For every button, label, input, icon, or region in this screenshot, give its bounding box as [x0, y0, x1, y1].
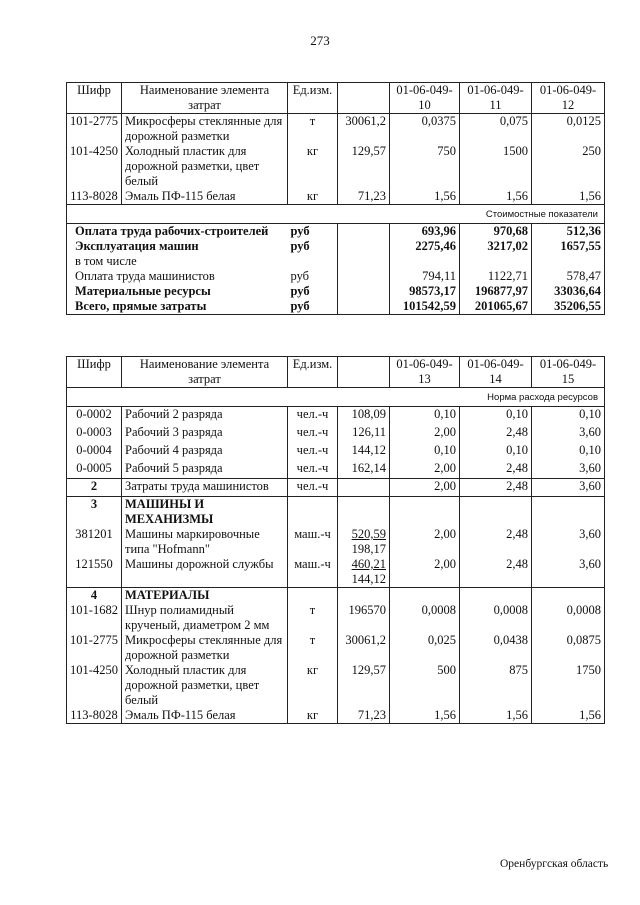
summary-v1: 101542,59 [390, 299, 460, 315]
cell-name: Микросферы стеклянные для дорожной разметки [122, 114, 288, 145]
cell-code: 2 [67, 479, 122, 497]
cell-v1: 2,00 [390, 425, 460, 443]
cell-unit: кг [288, 144, 338, 189]
cell-price: 30061,2 [338, 633, 390, 663]
header-unit: Ед.изм. [288, 357, 338, 388]
cell-unit: чел.-ч [288, 443, 338, 461]
section-label-row [67, 205, 605, 224]
header-col3: 01-06-049-15 [532, 357, 605, 388]
cell-v1: 750 [390, 144, 460, 189]
cell-name: Машины маркировочные типа "Hofmann" [122, 527, 288, 557]
cell-name: Затраты труда машинистов [122, 479, 288, 497]
cell-code: 101-1682 [67, 603, 122, 633]
cell-price [338, 527, 390, 557]
footer-region: Оренбургская область [500, 858, 609, 870]
cell-code: 0-0004 [67, 443, 122, 461]
cell-v1: 0,025 [390, 633, 460, 663]
summary-v3: 1657,55 [532, 239, 605, 254]
header-col1: 01-06-049-13 [390, 357, 460, 388]
summary-v3: 578,47 [532, 269, 605, 284]
cell-price [338, 557, 390, 588]
summary-unit: руб [288, 299, 338, 315]
cell-name: Микросферы стеклянные для дорожной разметки [122, 633, 288, 663]
header-code: Шифр [67, 357, 122, 388]
cell-price: 129,57 [338, 144, 390, 189]
table-row [67, 407, 605, 425]
summary-v1 [390, 254, 460, 269]
cost-table-2 [66, 356, 605, 724]
table-row [67, 443, 605, 461]
cell-v2: 2,48 [460, 527, 532, 557]
cell-v3: 0,0125 [532, 114, 605, 145]
cell-v3: 1750 [532, 663, 605, 708]
cell-v2: 1,56 [460, 708, 532, 724]
cell-code: 101-4250 [67, 144, 122, 189]
summary-v3: 35206,55 [532, 299, 605, 315]
cell-code: 101-2775 [67, 633, 122, 663]
price-top: 460,21 [351, 557, 386, 571]
summary-v2: 196877,97 [460, 284, 532, 299]
cell-unit: т [288, 114, 338, 145]
cell-price [338, 479, 390, 497]
summary-unit: руб [288, 269, 338, 284]
summary-v2: 970,68 [460, 224, 532, 240]
cell-unit: чел.-ч [288, 461, 338, 479]
cell-name: Рабочий 4 разряда [122, 443, 288, 461]
cell-v1: 1,56 [390, 708, 460, 724]
cell-v2: 0,0438 [460, 633, 532, 663]
cell-unit: кг [288, 189, 338, 205]
cell-price: 129,57 [338, 663, 390, 708]
cell-code: 101-2775 [67, 114, 122, 145]
section-code: 3 [67, 497, 122, 528]
cell-code: 121550 [67, 557, 122, 588]
summary-unit: руб [288, 224, 338, 240]
table-header-row [67, 83, 605, 114]
table-row [67, 114, 605, 145]
cell-v2: 1,56 [460, 189, 532, 205]
cell-price: 30061,2 [338, 114, 390, 145]
header-price [338, 357, 390, 388]
summary-unit: руб [288, 284, 338, 299]
summary-label: Материальные ресурсы [67, 284, 288, 299]
table-row [67, 425, 605, 443]
cell-code: 0-0003 [67, 425, 122, 443]
section-name: МАШИНЫ И МЕХАНИЗМЫ [122, 497, 288, 528]
summary-row [67, 284, 605, 299]
cell-v3: 3,60 [532, 479, 605, 497]
cell-v3: 3,60 [532, 527, 605, 557]
summary-label: Оплата труда рабочих-строителей [67, 224, 288, 240]
summary-label: Эксплуатация машин [67, 239, 288, 254]
table-row [67, 633, 605, 663]
summary-v3: 33036,64 [532, 284, 605, 299]
cell-v3: 0,0875 [532, 633, 605, 663]
summary-label: Оплата труда машинистов [67, 269, 288, 284]
cell-name: Машины дорожной службы [122, 557, 288, 588]
cell-name: Холодный пластик для дорожной разметки, цвет белый [122, 663, 288, 708]
summary-label: Всего, прямые затраты [67, 299, 288, 315]
summary-unit [288, 254, 338, 269]
cell-v1: 0,10 [390, 407, 460, 425]
cell-unit: маш.-ч [288, 527, 338, 557]
table-row [67, 603, 605, 633]
summary-label: в том числе [67, 254, 288, 269]
summary-v1: 2275,46 [390, 239, 460, 254]
cell-v2: 0,075 [460, 114, 532, 145]
header-name: Наименование элемента затрат [122, 83, 288, 114]
price-bottom: 198,17 [351, 542, 386, 556]
summary-row [67, 224, 605, 240]
cell-v3: 0,10 [532, 443, 605, 461]
cell-unit: чел.-ч [288, 479, 338, 497]
summary-v2: 1122,71 [460, 269, 532, 284]
cell-price: 196570 [338, 603, 390, 633]
cell-v3: 1,56 [532, 708, 605, 724]
section-label: Норма расхода ресурсов [67, 388, 605, 407]
table-row [67, 663, 605, 708]
cell-v1: 1,56 [390, 189, 460, 205]
cell-v3: 0,0008 [532, 603, 605, 633]
cell-unit: чел.-ч [288, 407, 338, 425]
header-price [338, 83, 390, 114]
cell-name: Рабочий 2 разряда [122, 407, 288, 425]
cell-v2: 2,48 [460, 425, 532, 443]
header-code: Шифр [67, 83, 122, 114]
cell-v1: 0,0375 [390, 114, 460, 145]
section-label-row [67, 388, 605, 407]
cell-price: 144,12 [338, 443, 390, 461]
cell-unit: маш.-ч [288, 557, 338, 588]
cell-code: 381201 [67, 527, 122, 557]
cell-v3: 1,56 [532, 189, 605, 205]
header-unit: Ед.изм. [288, 83, 338, 114]
cell-price: 108,09 [338, 407, 390, 425]
section-name: МАТЕРИАЛЫ [122, 588, 288, 604]
table-header-row [67, 357, 605, 388]
header-col1: 01-06-049-10 [390, 83, 460, 114]
cell-unit: чел.-ч [288, 425, 338, 443]
header-name: Наименование элемента затрат [122, 357, 288, 388]
price-top: 520,59 [351, 527, 386, 541]
page-number: 273 [310, 33, 330, 48]
cell-v1: 2,00 [390, 461, 460, 479]
cell-price: 162,14 [338, 461, 390, 479]
summary-unit: руб [288, 239, 338, 254]
cell-v3: 250 [532, 144, 605, 189]
cell-v3: 0,10 [532, 407, 605, 425]
cell-code: 0-0005 [67, 461, 122, 479]
cell-price: 126,11 [338, 425, 390, 443]
cell-v2: 1500 [460, 144, 532, 189]
table-row [67, 708, 605, 724]
cell-name: Шнур полиамидный крученый, диаметром 2 мм [122, 603, 288, 633]
cell-v2: 0,0008 [460, 603, 532, 633]
summary-v2 [460, 254, 532, 269]
cell-v1: 2,00 [390, 479, 460, 497]
table-row [67, 461, 605, 479]
cost-table-1 [66, 82, 605, 315]
cell-v3: 3,60 [532, 461, 605, 479]
cell-v1: 0,0008 [390, 603, 460, 633]
cell-v2: 0,10 [460, 407, 532, 425]
cell-price: 71,23 [338, 189, 390, 205]
cell-unit: т [288, 603, 338, 633]
cell-v2: 2,48 [460, 479, 532, 497]
summary-v2: 201065,67 [460, 299, 532, 315]
summary-v1: 693,96 [390, 224, 460, 240]
cell-unit: кг [288, 663, 338, 708]
cell-code: 101-4250 [67, 663, 122, 708]
section-heading-row [67, 588, 605, 604]
summary-v1: 794,11 [390, 269, 460, 284]
machinist-row [67, 479, 605, 497]
summary-row [67, 239, 605, 254]
cell-v1: 0,10 [390, 443, 460, 461]
section-code: 4 [67, 588, 122, 604]
cell-v3: 3,60 [532, 425, 605, 443]
cell-name: Эмаль ПФ-115 белая [122, 708, 288, 724]
cell-code: 113-8028 [67, 189, 122, 205]
cell-code: 0-0002 [67, 407, 122, 425]
cell-unit: т [288, 633, 338, 663]
cell-name: Холодный пластик для дорожной разметки, цвет белый [122, 144, 288, 189]
cell-v2: 2,48 [460, 461, 532, 479]
table-row [67, 144, 605, 189]
summary-row [67, 299, 605, 315]
cell-v1: 500 [390, 663, 460, 708]
summary-v1: 98573,17 [390, 284, 460, 299]
cell-v2: 0,10 [460, 443, 532, 461]
cell-v3: 3,60 [532, 557, 605, 588]
table-row [67, 527, 605, 557]
header-col3: 01-06-049-12 [532, 83, 605, 114]
cell-code: 113-8028 [67, 708, 122, 724]
cell-unit: кг [288, 708, 338, 724]
cell-name: Рабочий 3 разряда [122, 425, 288, 443]
section-label: Стоимостные показатели [67, 205, 605, 224]
table-row [67, 557, 605, 588]
cell-price: 71,23 [338, 708, 390, 724]
section-heading-row [67, 497, 605, 528]
summary-row [67, 254, 605, 269]
summary-row [67, 269, 605, 284]
header-col2: 01-06-049-14 [460, 357, 532, 388]
cell-v2: 2,48 [460, 557, 532, 588]
cell-name: Эмаль ПФ-115 белая [122, 189, 288, 205]
cell-v1: 2,00 [390, 527, 460, 557]
cell-name: Рабочий 5 разряда [122, 461, 288, 479]
cell-v1: 2,00 [390, 557, 460, 588]
summary-v3: 512,36 [532, 224, 605, 240]
summary-v3 [532, 254, 605, 269]
summary-v2: 3217,02 [460, 239, 532, 254]
table-row [67, 189, 605, 205]
header-col2: 01-06-049-11 [460, 83, 532, 114]
price-bottom: 144,12 [351, 572, 386, 586]
cell-v2: 875 [460, 663, 532, 708]
